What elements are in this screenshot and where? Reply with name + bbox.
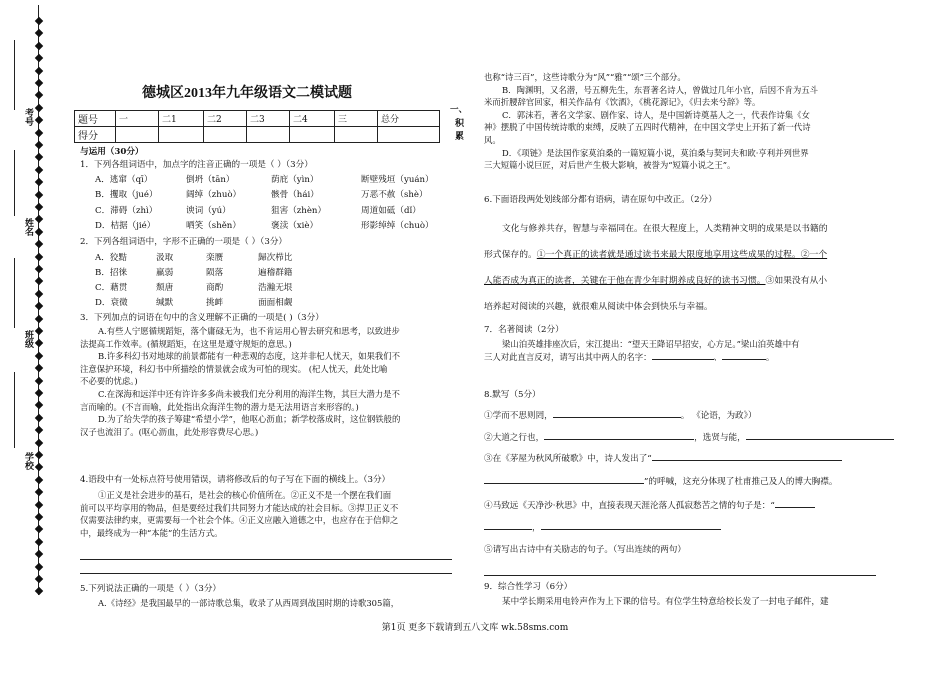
binding-diamond xyxy=(35,438,43,446)
score-table-score-row xyxy=(75,127,440,143)
q7-line: 梁山泊英雄排座次后，宋江提出：“望天王降诏早招安，心方足。”梁山泊英雄中有 xyxy=(502,339,800,349)
binding-diamond xyxy=(35,463,43,471)
score-table-cell: 二3 xyxy=(247,111,290,127)
q1-option: 狙害（zhèn） xyxy=(271,206,327,216)
binding-diamond xyxy=(35,29,43,37)
q3-option-c: C.在深海和远洋中还有许许多多尚未被我们充分利用的海洋生物，其巨大潜力是不 xyxy=(98,388,400,399)
binding-diamond xyxy=(35,389,43,397)
binding-diamond xyxy=(35,153,43,161)
binding-diamond xyxy=(35,476,43,484)
q6-line xyxy=(484,268,884,294)
binding-diamond xyxy=(35,91,43,99)
q5-option-a-cont: 也称“诗三百”，这些诗歌分为“风”“雅”“颂”三个部分。 xyxy=(484,72,686,82)
binding-diamond xyxy=(35,538,43,546)
q2-option: 遍稽群籍 xyxy=(258,268,293,278)
binding-diamond xyxy=(35,141,43,149)
binding-diamond xyxy=(35,252,43,260)
q7-text: 。 xyxy=(765,351,775,362)
sidebar-blank-line xyxy=(14,150,15,216)
binding-diamond xyxy=(35,79,43,87)
q6-line: 培养起对阅读的兴趣，就很难从阅读中体会到快乐与幸福。 xyxy=(484,302,713,312)
q1-option: D．桔据（jié） xyxy=(95,221,156,231)
q1-option: 万恶不赦（shè） xyxy=(361,190,428,200)
q3-stem: 3．下列加点的词语在句中的含义理解不正确的一项是( )（3分） xyxy=(80,313,324,323)
binding-diamond xyxy=(35,376,43,384)
q4-passage-line: 中，最终成为一种“本能”的生活方式。 xyxy=(80,527,223,538)
binding-diamond xyxy=(35,327,43,335)
binding-diamond xyxy=(35,228,43,236)
q6-line xyxy=(484,242,884,268)
q8-item-3-cont xyxy=(484,476,837,488)
q3-option-b: B.许多科幻书对地球的前景都能有一种悲观的态度，这并非杞人忧天，如果我们不 xyxy=(98,351,400,362)
q3-option-a-cont: 法提高工作效率。(循规蹈矩，在这里是遵守规矩的意思。) xyxy=(80,338,292,349)
q8-answer-blank[interactable] xyxy=(553,417,681,418)
binding-diamond xyxy=(35,488,43,496)
q2-option: 颓唐 xyxy=(156,283,174,293)
q8-text: 。 《论语，为政》） xyxy=(680,411,757,421)
q8-text: ③在《茅屋为秋风所破歌》中，诗人发出了“ xyxy=(484,454,652,464)
score-table-cell: 二2 xyxy=(204,111,247,127)
q2-option: 栾赝 xyxy=(206,253,224,263)
q1-option: 周道如砥（dǐ） xyxy=(361,206,421,216)
q8-answer-line[interactable] xyxy=(484,575,876,576)
q4-passage-line: 前可以平均享用的物品，但是要经过我们共同努力才能达成的社会目标。③捍卫正义不 xyxy=(80,502,399,513)
binding-diamond xyxy=(35,190,43,198)
score-input-cell[interactable] xyxy=(204,127,247,143)
score-input-cell[interactable] xyxy=(116,127,159,143)
q8-item-2 xyxy=(484,432,894,444)
q5-option-b-cont: 米而折腰辞官回家，相关作品有《饮酒》，《桃花源记》，《归去来兮辞》等。 xyxy=(484,97,761,108)
q2-option: D．衰微 xyxy=(95,298,128,308)
q8-answer-blank[interactable] xyxy=(652,460,842,461)
score-input-cell[interactable] xyxy=(335,127,378,143)
q8-item-1 xyxy=(484,410,757,422)
binding-diamond xyxy=(35,104,43,112)
page-footer: 第1页 更多下载请到五八文库 wk.58sms.com xyxy=(381,623,569,633)
q1-stem: 1．下列各组词语中，加点字的注音正确的一项是（ ）（3分） xyxy=(80,160,313,170)
q1-option: 荫庇（yìn） xyxy=(271,175,319,185)
q4-answer-line[interactable] xyxy=(80,573,452,574)
sidebar-blank-line xyxy=(14,258,15,328)
score-input-cell[interactable] xyxy=(159,127,204,143)
sidebar-label-class: 班级 xyxy=(23,330,33,348)
sidebar-blank-line xyxy=(14,372,15,448)
q1-option: 骸骨（hái） xyxy=(271,190,319,200)
q8-answer-blank[interactable] xyxy=(484,483,644,484)
binding-diamond xyxy=(35,66,43,74)
q3-option-b-cont: 注意保护环境，科幻书中所描绘的情景就会成为可怕的现实。 (杞人忧天，此处比喻 xyxy=(80,363,388,374)
q8-answer-blank[interactable] xyxy=(775,507,815,508)
q2-stem: 2．下列各组词语中，字形不正确的一项是（ ）（3分） xyxy=(80,237,288,247)
q8-text: ①学而不思则罔， xyxy=(484,411,553,421)
q1-option: 形影绰绰（chuò） xyxy=(361,221,434,231)
q9-line: 某中学长期采用电铃声作为上下课的信号。有位学生特意给校长发了一封电子邮件，建 xyxy=(502,597,829,607)
binding-diamond xyxy=(35,525,43,533)
q9-stem: 9．综合性学习（6分） xyxy=(484,582,573,592)
q6-passage xyxy=(484,216,884,320)
q8-text: ”的呼喊，这充分体现了杜甫推己及人的博大胸襟。 xyxy=(644,477,838,487)
binding-diamond xyxy=(35,513,43,521)
q5-option-a: A.《诗经》是我国最早的一部诗歌总集，收录了从西周到战国时期的诗歌305篇， xyxy=(98,598,400,608)
score-table-cell: 一 xyxy=(116,111,159,127)
score-table-cell: 题号 xyxy=(75,111,116,127)
section-marker: 一、 xyxy=(450,105,468,115)
q5-option-d-cont: 三大短篇小说巨匠，对后世产生极大影响，被誉为“短篇小说之王”。 xyxy=(484,160,736,171)
sidebar-label-school: 学校 xyxy=(23,452,33,470)
q1-option: 倒坍（tān） xyxy=(186,175,235,185)
q1-option: A．逃窜（qī） xyxy=(95,175,153,185)
score-table-header-row xyxy=(75,111,440,127)
sidebar-label-exam-number: 考号 xyxy=(23,108,33,126)
q2-option: 挑衅 xyxy=(206,298,224,308)
q2-option: 陨落 xyxy=(206,268,224,278)
score-table-cell: 三 xyxy=(335,111,378,127)
binding-diamond xyxy=(35,128,43,136)
q1-option: B．攫取（jué） xyxy=(95,190,158,200)
score-input-cell[interactable] xyxy=(290,127,335,143)
binding-diamond xyxy=(35,426,43,434)
binding-diamond xyxy=(35,575,43,583)
binding-diamond xyxy=(35,587,43,595)
q3-options xyxy=(80,325,452,438)
score-table xyxy=(74,110,440,143)
binding-diamond xyxy=(35,290,43,298)
q8-item-4-cont xyxy=(484,522,721,534)
q8-item-3 xyxy=(484,453,842,465)
score-table-cell: 二4 xyxy=(290,111,335,127)
q1-option: C．滞碍（zhì） xyxy=(95,206,158,216)
q3-option-d-cont: 汉子也流泪了。(呕心沥血，此处形容费尽心思。) xyxy=(80,426,259,437)
binding-diamond xyxy=(35,17,43,25)
score-table-cell: 总分 xyxy=(378,111,440,127)
q6-stem: 6.下面语段两处划线部分都有语病，请在原句中改正。（2分） xyxy=(484,195,717,205)
q2-option: 浩瀚无垠 xyxy=(258,283,293,293)
q7-answer-blank[interactable] xyxy=(652,359,714,360)
q6-marker: ②一个 xyxy=(800,250,828,260)
q2-option: B．招徕 xyxy=(95,268,128,278)
q8-answer-blank[interactable] xyxy=(484,529,532,530)
q8-answer-blank[interactable] xyxy=(541,529,721,530)
q6-underlined-sentence-1[interactable]: ①一个真正的读者就是通过读书来最大限度地享用这些成果的过程。 xyxy=(536,250,801,260)
q8-item-4 xyxy=(484,500,815,512)
q8-text: ②大道之行也， xyxy=(484,433,545,443)
q2-option: 面面相觑 xyxy=(258,298,293,308)
q1-option: 阔绰（zhuò） xyxy=(186,190,242,200)
q8-stem: 8.默写（5分） xyxy=(484,390,541,400)
binding-diamond xyxy=(35,116,43,124)
q7-text: 、 xyxy=(713,351,722,362)
score-input-cell[interactable] xyxy=(247,127,290,143)
q7-body xyxy=(484,338,884,363)
q4-passage xyxy=(80,489,452,539)
binding-diamond xyxy=(35,364,43,372)
binding-diamond xyxy=(35,401,43,409)
binding-diamond xyxy=(35,54,43,62)
q6-underlined-sentence-2[interactable]: 人能否成为真正的读者，关键在于他在青少年时期养成良好的读书习惯。 xyxy=(484,276,766,286)
q2-option: C．藉贯 xyxy=(95,283,128,293)
q8-item-5: ⑤请写出古诗中有关励志的句子。（写出连续的两句） xyxy=(484,545,686,555)
q8-text: ，选贤与能， xyxy=(694,433,746,443)
binding-diamond xyxy=(35,352,43,360)
score-table-cell: 二1 xyxy=(159,111,204,127)
page-title: 德城区2013年九年级语文二模试题 xyxy=(142,86,352,101)
sidebar-blank-line xyxy=(14,40,15,110)
q6-line: 文化与修养共存，智慧与幸福同在。在很大程度上，人类精神文明的成果是以书籍的 xyxy=(502,224,828,234)
q1-option: 断壁残垣（yuán） xyxy=(361,175,434,185)
q3-option-c-cont: 言而喻的。(不言而喻，此处指出众海洋生物的潜力是无法用语言来形容的。) xyxy=(80,401,359,412)
binding-diamond xyxy=(35,240,43,248)
binding-diamond xyxy=(35,42,43,50)
section-subtitle: 与运用（30分） xyxy=(80,147,144,157)
binding-diamond xyxy=(35,166,43,174)
q1-option: 谀词（yú） xyxy=(186,206,231,216)
q8-text: ， xyxy=(532,523,541,533)
q3-option-a: A.有些人宁愿循规蹈矩，落个庸碌无为，也不肯运用心智去研究和思考，以致进步 xyxy=(98,326,400,336)
q8-text: ④马致远《天净沙·秋思》中，直接表现天涯沦落人孤寂愁苦之情的句子是：“ xyxy=(484,501,775,511)
binding-diamond xyxy=(35,215,43,223)
binding-diamond xyxy=(35,178,43,186)
q4-stem: 4.语段中有一处标点符号使用错误，请将修改后的句子写在下面的横线上。（3分） xyxy=(80,475,391,485)
q2-option: 汲取 xyxy=(156,253,174,263)
q4-answer-line[interactable] xyxy=(80,559,452,560)
q1-option: 褒渎（xiè） xyxy=(271,221,319,231)
q7-text: 三人对此直言反对，请写出其中两人的名字： xyxy=(484,351,652,362)
q7-answer-blank[interactable] xyxy=(722,359,766,360)
binding-diamond xyxy=(35,203,43,211)
q4-passage-line: 仅需要法律约束，更需要每一个社会个体。④正义应融入道德之中，也应存在于信仰之 xyxy=(80,515,399,526)
binding-diamond xyxy=(35,314,43,322)
q5-option-c-cont: 神》摆脱了中国传统诗歌的束缚，反映了五四时代精神，在中国文学史上开拓了新一代诗 xyxy=(484,122,811,133)
q5-option-d: D．《项链》是法国作家莫泊桑的一篇短篇小说，莫泊桑与契诃夫和欧·亨利并列世界 xyxy=(502,147,809,158)
q7-stem: 7．名著阅读（2分） xyxy=(484,325,564,335)
q2-option: 羸弱 xyxy=(156,268,174,278)
q5-option-c-cont: 风。 xyxy=(484,134,501,145)
q2-option: A．狡黠 xyxy=(95,253,127,263)
score-input-cell[interactable] xyxy=(378,127,440,143)
q6-text: 形式保存的。 xyxy=(484,250,537,260)
q4-passage-line: ①正义是社会进步的基石，是社会的核心价值所在。②正义不是一个摆在我们面 xyxy=(98,490,392,500)
q2-option: 商酌 xyxy=(206,283,224,293)
q5-stem: 5.下列说法正确的一项是（ ）（3分） xyxy=(80,584,222,594)
q1-option: 哂笑（shěn） xyxy=(186,221,241,231)
q5-option-c: C．郭沫若，著名文学家、剧作家、诗人，是中国新诗奠基人之一，代表作诗集《女 xyxy=(502,109,810,120)
q2-option: 歸次栉比 xyxy=(258,253,293,263)
q7-line xyxy=(484,351,884,364)
q3-option-d: D.为了给失学的孩子筹建“希望小学”，他呕心沥血；新学校落成时，这位钢铁般的 xyxy=(98,414,401,425)
q5-option-b: B．陶渊明，又名潜，号五柳先生，东晋著名诗人，曾做过几年小官，后因不肯为五斗 xyxy=(502,84,819,95)
binding-diamond xyxy=(35,339,43,347)
binding-diamond xyxy=(35,265,43,273)
q2-option: 缄默 xyxy=(156,298,174,308)
binding-diamond xyxy=(35,451,43,459)
binding-diamond xyxy=(35,562,43,570)
q5-continued xyxy=(484,71,884,172)
binding-diamond xyxy=(35,500,43,508)
q8-answer-blank[interactable] xyxy=(746,439,894,440)
binding-diamond xyxy=(35,414,43,422)
section-vertical-title: 积累 xyxy=(453,118,463,144)
binding-diamond xyxy=(35,277,43,285)
binding-diamond xyxy=(35,550,43,558)
binding-diamond xyxy=(35,302,43,310)
score-table-cell: 得分 xyxy=(75,127,116,143)
sidebar-label-name: 姓名 xyxy=(23,218,33,236)
q6-text: ③如果没有从小 xyxy=(765,276,828,286)
q3-option-b-cont: 不必要的忧虑。) xyxy=(80,376,138,387)
q8-answer-blank[interactable] xyxy=(544,439,694,440)
